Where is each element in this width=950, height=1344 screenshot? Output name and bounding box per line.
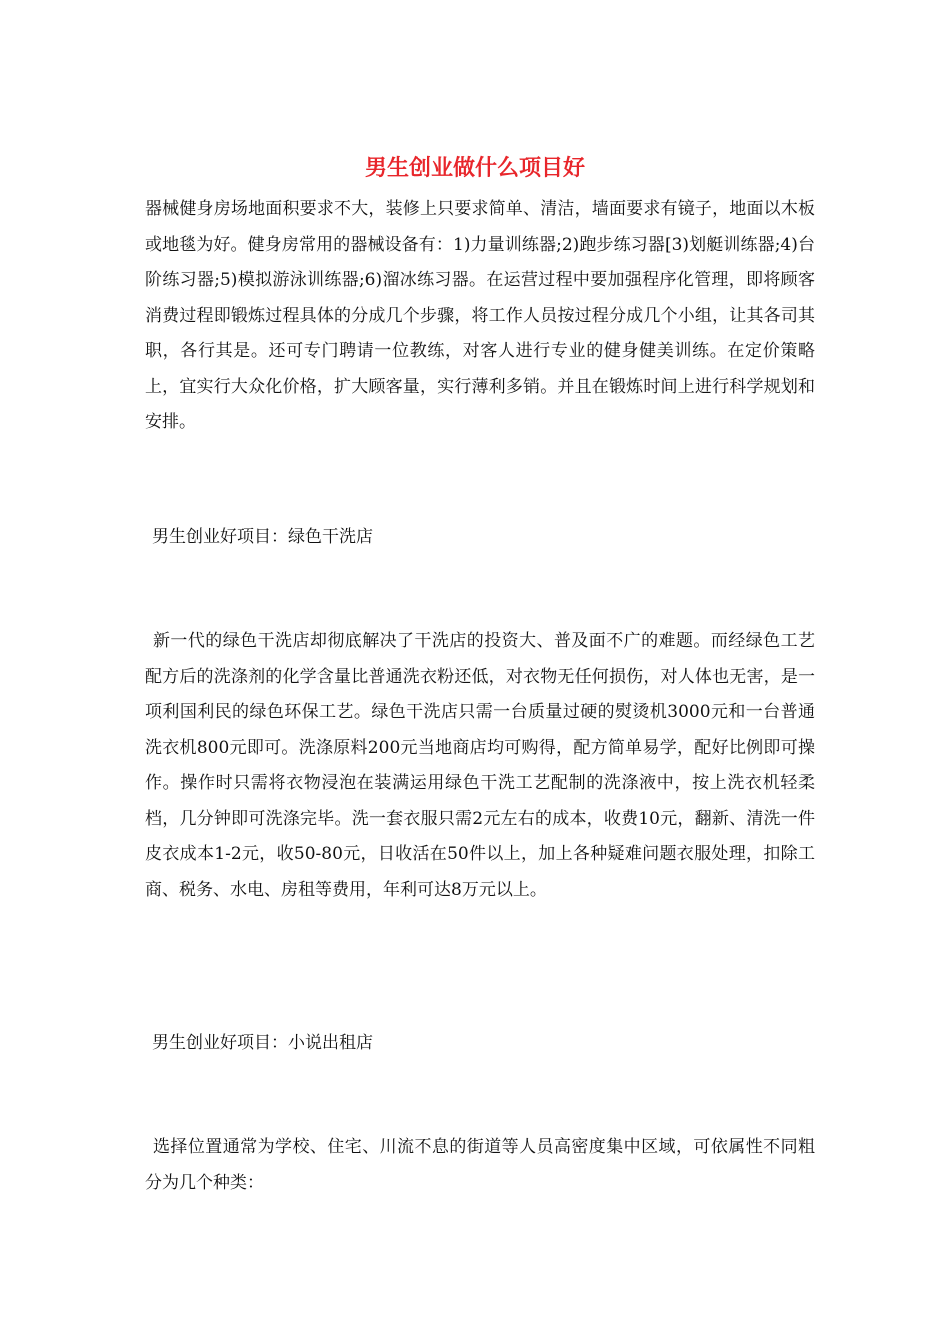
paragraph-novel-rental: 选择位置通常为学校、住宅、川流不息的街道等人员高密度集中区域，可依属性不同粗分为几个种类： [145, 1137, 815, 1193]
paragraph-dry-cleaner: 新一代的绿色干洗店却彻底解决了干洗店的投资大、普及面不广的难题。而经绿色工艺配方后的洗涤剂的化学含量比普通洗衣粉还低，对衣物无任何损伤，对人体也无害，是一项利国利民的绿色环保工艺。绿色干洗店只需一台质量过硬的熨烫机3000元和一台普通洗衣机800元即可。洗涤原料200元当地商店均可购得，配方简单易学，配好比例即可操作。操作时只需将衣物浸泡在装满运用绿色干洗工艺配制的洗涤液中，按上洗衣机轻柔档，几分钟即可洗涤完毕。洗一套衣服只需2元左右的成本，收费10元，翻新、清洗一件皮衣成本1-2元，收50-80元，日收活在50件以上，加上各种疑难问题衣服处理，扣除工商、税务、水电、房租等费用，年利可达8万元以上。 [145, 631, 815, 900]
document-title: 男生创业做什么项目好 [364, 155, 585, 181]
section-heading-novel-rental: 男生创业好项目：小说出租店 [152, 1033, 373, 1053]
section-heading-dry-cleaner: 男生创业好项目：绿色干洗店 [152, 527, 373, 547]
paragraph-gym: 器械健身房场地面积要求不大，装修上只要求简单、清洁，墙面要求有镜子，地面以木板或地毯为好。健身房常用的器械设备有：1)力量训练器;2)跑步练习器[3)划艇训练器;4)台阶练习器;5)模拟游泳训练器;6)溜冰练习器。在运营过程中要加强程序化管理，即将顾客消费过程即锻炼过程具体的分成几个步骤，将工作人员按过程分成几个小组，让其各司其职，各行其是。还可专门聘请一位教练，对客人进行专业的健身健美训练。在定价策略上，宜实行大众化价格，扩大顾客量，实行薄利多销。并且在锻炼时间上进行科学规划和安排。 [145, 199, 815, 432]
